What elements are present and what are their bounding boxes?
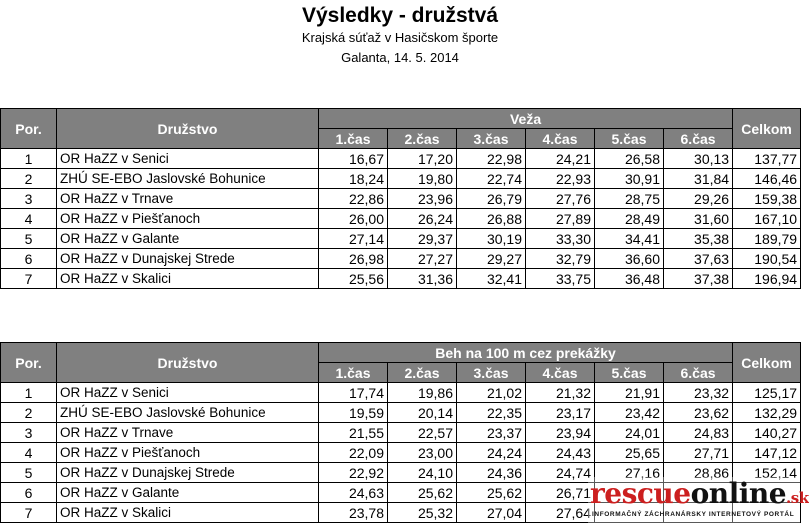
time-cell: 21,91 [595,383,664,403]
header-time-6: 6.čas [664,129,733,149]
time-cell: 22,09 [319,443,388,463]
time-cell: 33,75 [526,269,595,289]
header-time-3: 3.čas [457,129,526,149]
total-cell: 137,77 [733,149,801,169]
rank-cell: 5 [1,463,57,483]
time-cell: 24,83 [664,423,733,443]
watermark-part-red: rescue [590,477,691,510]
header-time-2: 2.čas [388,129,457,149]
header-time-3: 3.čas [457,363,526,383]
time-cell: 23,00 [388,443,457,463]
time-cell: 26,71 [526,483,595,503]
time-cell: 35,38 [664,229,733,249]
total-cell: 146,46 [733,169,801,189]
time-cell: 31,36 [388,269,457,289]
table-row [1,443,801,463]
team-name-cell: OR HaZZ v Galante [57,483,319,503]
time-cell: 23,78 [319,503,388,523]
time-cell: 22,35 [457,403,526,423]
header-team: Družstvo [57,343,319,383]
time-cell: 25,56 [319,269,388,289]
table-row [1,423,801,443]
time-cell: 22,57 [388,423,457,443]
time-cell: 36,60 [595,249,664,269]
header-discipline: Veža [319,109,733,129]
time-cell: 22,86 [319,189,388,209]
results-title: Výsledky - družstvá [301,4,499,27]
team-name-cell: OR HaZZ v Galante [57,229,319,249]
total-cell: 189,79 [733,229,801,249]
time-cell: 27,89 [526,209,595,229]
time-cell: 29,26 [664,189,733,209]
total-cell: 159,38 [733,189,801,209]
time-cell: 33,30 [526,229,595,249]
rank-cell: 6 [1,249,57,269]
total-cell: 167,10 [733,209,801,229]
time-cell: 25,62 [457,483,526,503]
time-cell: 30,19 [457,229,526,249]
table-body [1,149,801,289]
time-cell: 27,76 [526,189,595,209]
time-cell: 32,79 [526,249,595,269]
total-cell: 140,27 [733,423,801,443]
table-row [1,189,801,209]
time-cell: 28,49 [595,209,664,229]
time-cell: 28,86 [664,463,733,483]
header-time-4: 4.čas [526,363,595,383]
table-row [1,149,801,169]
time-cell: 28,75 [595,189,664,209]
time-cell: 25,32 [388,503,457,523]
total-cell: 147,12 [733,443,801,463]
header-team: Družstvo [57,109,319,149]
time-cell: 24,63 [319,483,388,503]
rank-cell: 7 [1,269,57,289]
time-cell: 37,38 [664,269,733,289]
time-cell: 34,41 [595,229,664,249]
time-cell: 31,60 [664,209,733,229]
rank-cell: 4 [1,209,57,229]
watermark-part-black: online [690,477,787,510]
header-time-2: 2.čas [388,363,457,383]
header-time-5: 5.čas [595,129,664,149]
team-name-cell: OR HaZZ v Skalici [57,269,319,289]
time-cell: 22,98 [457,149,526,169]
watermark-tld: .sk [786,489,809,507]
total-cell: 132,29 [733,403,801,423]
time-cell: 19,80 [388,169,457,189]
time-cell: 25,65 [595,443,664,463]
team-name-cell: OR HaZZ v Dunajskej Strede [57,249,319,269]
time-cell: 23,37 [457,423,526,443]
rank-cell: 1 [1,383,57,403]
time-cell: 26,79 [457,189,526,209]
time-cell: 26,00 [319,209,388,229]
header-total: Celkom [733,109,801,149]
header-por: Por. [1,109,57,149]
time-cell: 27,04 [457,503,526,523]
rank-cell: 1 [1,149,57,169]
results-table-veza [0,108,801,289]
time-cell: 22,92 [319,463,388,483]
time-cell: 21,55 [319,423,388,443]
time-cell: 16,67 [319,149,388,169]
watermark-tagline: INFORMAČNÝ ZÁCHRANÁRSKY INTERNETOVÝ PORTÁL [592,511,795,518]
time-cell: 24,10 [388,463,457,483]
header-por: Por. [1,343,57,383]
time-cell: 37,63 [664,249,733,269]
time-cell: 27,71 [664,443,733,463]
time-cell: 23,17 [526,403,595,423]
time-cell: 23,62 [664,403,733,423]
time-cell: 29,37 [388,229,457,249]
time-cell: 26,88 [457,209,526,229]
time-cell: 23,42 [595,403,664,423]
table-row [1,169,801,189]
time-cell: 36,48 [595,269,664,289]
time-cell: 23,32 [664,383,733,403]
time-cell: 27,14 [319,229,388,249]
rank-cell: 3 [1,423,57,443]
time-cell: 26,58 [595,149,664,169]
time-cell: 24,74 [526,463,595,483]
time-cell: 22,93 [526,169,595,189]
table-row [1,383,801,403]
header-time-5: 5.čas [595,363,664,383]
table-row [1,229,801,249]
team-name-cell: OR HaZZ v Piešťanoch [57,209,319,229]
team-name-cell: OR HaZZ v Dunajskej Strede [57,463,319,483]
rank-cell: 3 [1,189,57,209]
time-cell: 19,86 [388,383,457,403]
header-time-1: 1.čas [319,129,388,149]
team-name-cell: ZHÚ SE-EBO Jaslovské Bohunice [57,169,319,189]
time-cell: 20,14 [388,403,457,423]
rank-cell: 6 [1,483,57,503]
time-cell: 24,24 [457,443,526,463]
time-cell: 27,16 [595,463,664,483]
time-cell: 19,59 [319,403,388,423]
time-cell: 30,91 [595,169,664,189]
time-cell: 29,27 [457,249,526,269]
time-cell: 24,36 [457,463,526,483]
time-cell: 24,43 [526,443,595,463]
team-name-cell: OR HaZZ v Piešťanoch [57,443,319,463]
watermark-wordmark [590,477,809,515]
header-total: Celkom [733,343,801,383]
time-cell: 17,74 [319,383,388,403]
team-name-cell: OR HaZZ v Trnave [57,423,319,443]
time-cell: 26,98 [319,249,388,269]
time-cell: 30,13 [664,149,733,169]
table-row [1,209,801,229]
time-cell: 26,24 [388,209,457,229]
time-cell: 21,32 [526,383,595,403]
time-cell: 24,01 [595,423,664,443]
time-cell: 17,20 [388,149,457,169]
time-cell: 25,62 [388,483,457,503]
competition-subtitle: Krajská súťaž v Hasičskom športe [301,30,499,45]
total-cell: 196,94 [733,269,801,289]
rank-cell: 5 [1,229,57,249]
time-cell: 21,02 [457,383,526,403]
time-cell: 18,24 [319,169,388,189]
time-cell: 22,74 [457,169,526,189]
time-cell: 27,64 [526,503,595,523]
table-row [1,269,801,289]
header-time-1: 1.čas [319,363,388,383]
total-cell: 125,17 [733,383,801,403]
watermark-logo [588,477,809,525]
team-name-cell: ZHÚ SE-EBO Jaslovské Bohunice [57,403,319,423]
table-row [1,249,801,269]
team-name-cell: OR HaZZ v Senici [57,149,319,169]
rank-cell: 2 [1,169,57,189]
header-discipline: Beh na 100 m cez prekážky [319,343,733,363]
team-name-cell: OR HaZZ v Senici [57,383,319,403]
team-name-cell: OR HaZZ v Skalici [57,503,319,523]
rank-cell: 4 [1,443,57,463]
total-cell: 152,14 [733,463,801,483]
time-cell: 23,96 [388,189,457,209]
team-name-cell: OR HaZZ v Trnave [57,189,319,209]
total-cell: 190,54 [733,249,801,269]
competition-date: Galanta, 14. 5. 2014 [341,50,459,65]
time-cell: 24,21 [526,149,595,169]
header-time-4: 4.čas [526,129,595,149]
time-cell: 23,94 [526,423,595,443]
time-cell: 27,27 [388,249,457,269]
rank-cell: 7 [1,503,57,523]
header-time-6: 6.čas [664,363,733,383]
rank-cell: 2 [1,403,57,423]
table-row [1,403,801,423]
time-cell: 32,41 [457,269,526,289]
time-cell: 31,84 [664,169,733,189]
